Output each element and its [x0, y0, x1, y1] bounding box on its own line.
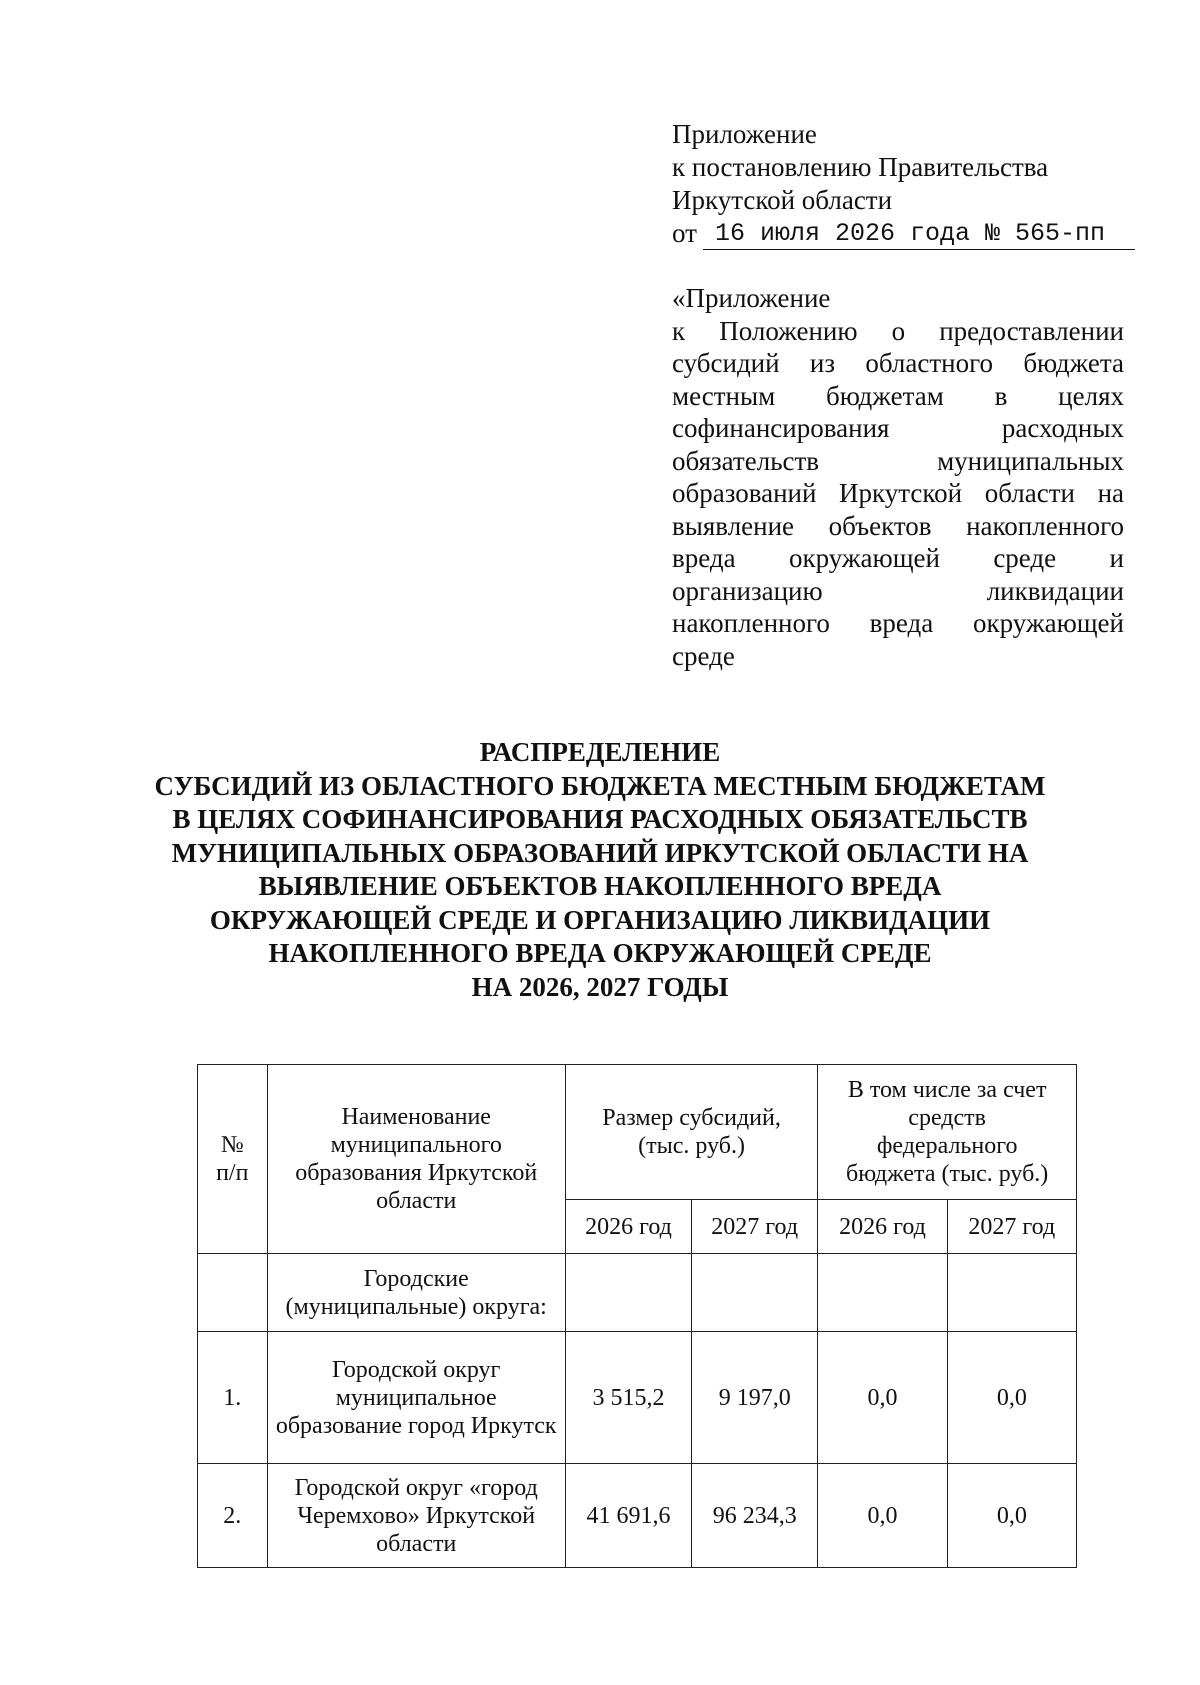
appendix-block [672, 118, 1122, 250]
row-name: Городской округ муниципальное образование город Иркутск [267, 1332, 565, 1464]
header-name: Наименование муниципального образования Иркутской области [267, 1065, 565, 1254]
appendix-label: Приложение [672, 119, 817, 149]
section-empty-cell [818, 1254, 947, 1332]
row-federal-2027: 0,0 [947, 1464, 1076, 1568]
title-line: НА 2026, 2027 ГОДЫ [471, 971, 729, 1002]
row-subsidy-2027: 9 197,0 [692, 1332, 818, 1464]
section-empty-cell [565, 1254, 691, 1332]
table-section-row [198, 1254, 1077, 1332]
document-title [150, 736, 1050, 1004]
header-fed-2026: 2026 год [818, 1200, 947, 1254]
title-line: СУБСИДИЙ ИЗ ОБЛАСТНОГО БЮДЖЕТА МЕСТНЫМ БЮДЖЕТАМ [154, 770, 1046, 801]
resolution-reference: к постановлению Правительства [672, 152, 1049, 182]
header-year-2026: 2026 год [565, 1200, 691, 1254]
resolution-date: 16 июля 2026 года № 565-пп [703, 220, 1135, 250]
row-name: Городской округ «город Черемхово» Иркутской области [267, 1464, 565, 1568]
resolution-date-line [672, 217, 1122, 250]
date-prefix: от [672, 218, 697, 248]
title-line: ОКРУЖАЮЩЕЙ СРЕДЕ И ОРГАНИЗАЦИЮ ЛИКВИДАЦИИ [209, 904, 991, 935]
section-empty-cell [692, 1254, 818, 1332]
row-federal-2026: 0,0 [818, 1332, 947, 1464]
title-line: ВЫЯВЛЕНИЕ ОБЪЕКТОВ НАКОПЛЕННОГО ВРЕДА [258, 871, 942, 901]
subsidy-table [197, 1064, 1077, 1568]
sub-appendix-label: «Приложение [672, 283, 831, 313]
title-line: НАКОПЛЕННОГО ВРЕДА ОКРУЖАЮЩЕЙ СРЕДЕ [268, 938, 932, 968]
row-federal-2027: 0,0 [947, 1332, 1076, 1464]
row-subsidy-2026: 3 515,2 [565, 1332, 691, 1464]
region-name: Иркутской области [672, 185, 893, 215]
row-subsidy-2027: 96 234,3 [692, 1464, 818, 1568]
row-num: 1. [198, 1332, 268, 1464]
section-name: Городские (муниципальные) округа: [267, 1254, 565, 1332]
header-fed-2027: 2027 год [947, 1200, 1076, 1254]
table-row [198, 1464, 1077, 1568]
section-num-cell [198, 1254, 268, 1332]
sub-appendix-block [672, 282, 1124, 672]
header-year-2027: 2027 год [692, 1200, 818, 1254]
title-line: В ЦЕЛЯХ СОФИНАНСИРОВАНИЯ РАСХОДНЫХ ОБЯЗАТЕЛЬСТВ [172, 804, 1028, 834]
sub-appendix-text: к Положению о предоставлении субсидий из областного бюджета местным бюджетам в целях софинансирования расходных обязательств муниципальных образований Иркутской области на выявление объектов накопленного вреда окружающей среде и организацию ликвидации накопленного вреда окружающей среде [672, 315, 1124, 671]
row-federal-2026: 0,0 [818, 1464, 947, 1568]
table-row [198, 1332, 1077, 1464]
header-num: № п/п [198, 1065, 268, 1254]
section-empty-cell [947, 1254, 1076, 1332]
header-subsidy-group: Размер субсидий, (тыс. руб.) [565, 1065, 817, 1200]
row-subsidy-2026: 41 691,6 [565, 1464, 691, 1568]
row-num: 2. [198, 1464, 268, 1568]
header-federal-group: В том числе за счет средств федерального бюджета (тыс. руб.) [818, 1065, 1077, 1200]
title-line: РАСПРЕДЕЛЕНИЕ [479, 737, 721, 767]
title-line: МУНИЦИПАЛЬНЫХ ОБРАЗОВАНИЙ ИРКУТСКОЙ ОБЛАСТИ НА [171, 837, 1029, 868]
